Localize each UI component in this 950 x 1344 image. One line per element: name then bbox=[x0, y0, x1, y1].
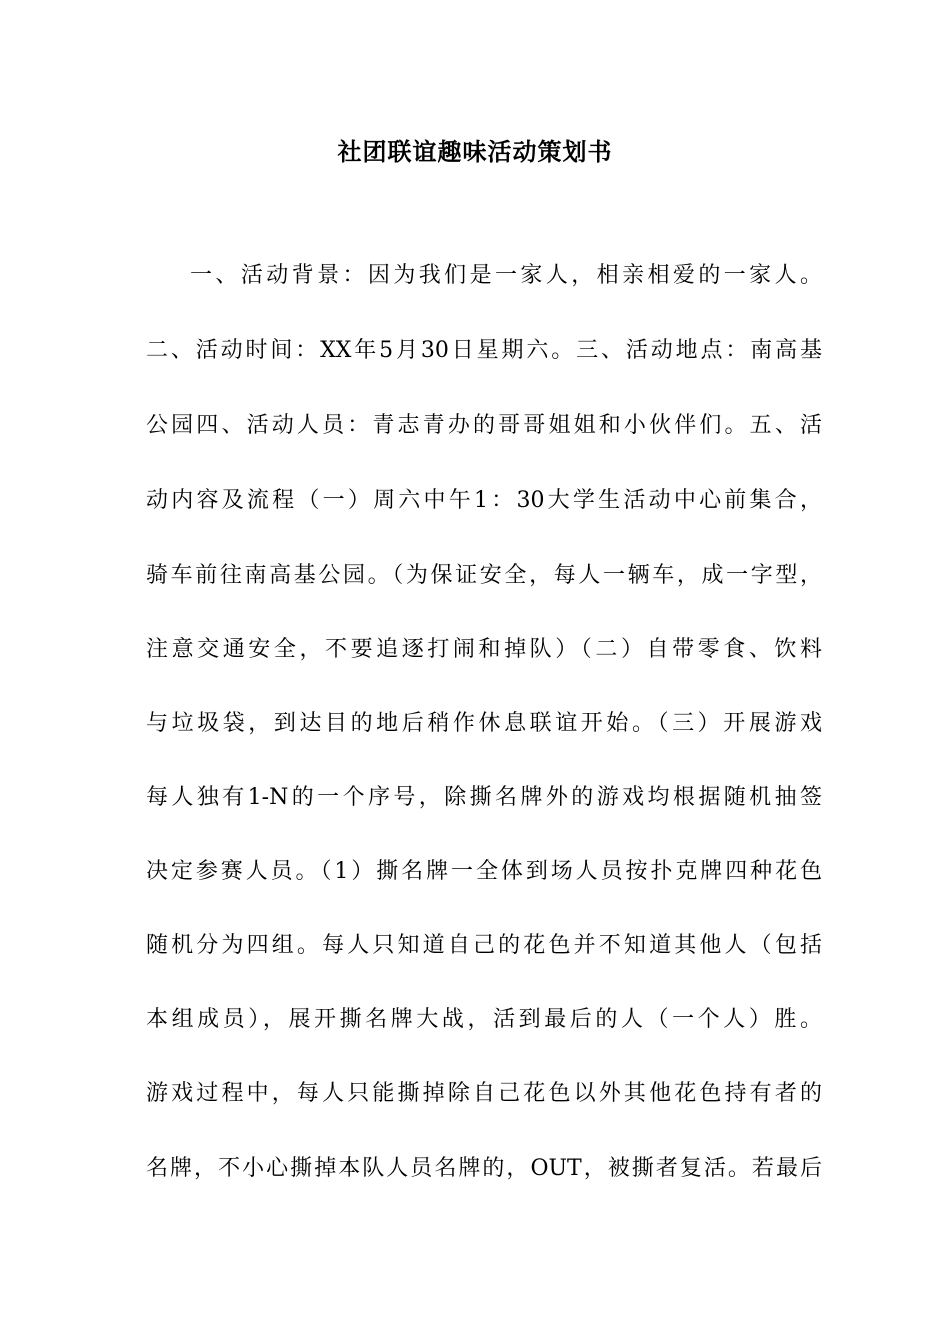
body-line-9: 决定参赛人员。（1）撕名牌一全体到场人员按扑克牌四种花色 bbox=[146, 859, 822, 884]
body-line-11: 本组成员），展开撕名牌大战，活到最后的人（一个人）胜。 bbox=[146, 1007, 822, 1032]
body-line-8: 每人独有1-N的一个序号，除撕名牌外的游戏均根据随机抽签 bbox=[146, 785, 822, 810]
body-line-3: 公园四、活动人员：青志青办的哥哥姐姐和小伙伴们。五、活 bbox=[146, 413, 822, 438]
body-line-2: 二、活动时间：XX年5月30日星期六。三、活动地点：南高基 bbox=[146, 338, 822, 363]
body-line-6: 注意交通安全，不要追逐打闹和掉队）（二）自带零食、饮料 bbox=[146, 637, 822, 662]
body-line-10: 随机分为四组。每人只知道自己的花色并不知道其他人（包括 bbox=[146, 933, 822, 958]
body-line-12: 游戏过程中，每人只能撕掉除自己花色以外其他花色持有者的 bbox=[146, 1081, 822, 1106]
document-title: 社团联谊趣味活动策划书 bbox=[337, 137, 613, 166]
body-line-5: 骑车前往南高基公园。（为保证安全，每人一辆车，成一字型， bbox=[146, 563, 822, 588]
body-line-1: 一、活动背景：因为我们是一家人，相亲相爱的一家人。 bbox=[190, 263, 822, 288]
body-line-4: 动内容及流程（一）周六中午1：30大学生活动中心前集合， bbox=[146, 488, 822, 513]
body-line-13: 名牌，不小心撕掉本队人员名牌的，OUT，被撕者复活。若最后 bbox=[146, 1156, 822, 1181]
body-line-7: 与垃圾袋，到达目的地后稍作休息联谊开始。（三）开展游戏 bbox=[146, 711, 822, 736]
